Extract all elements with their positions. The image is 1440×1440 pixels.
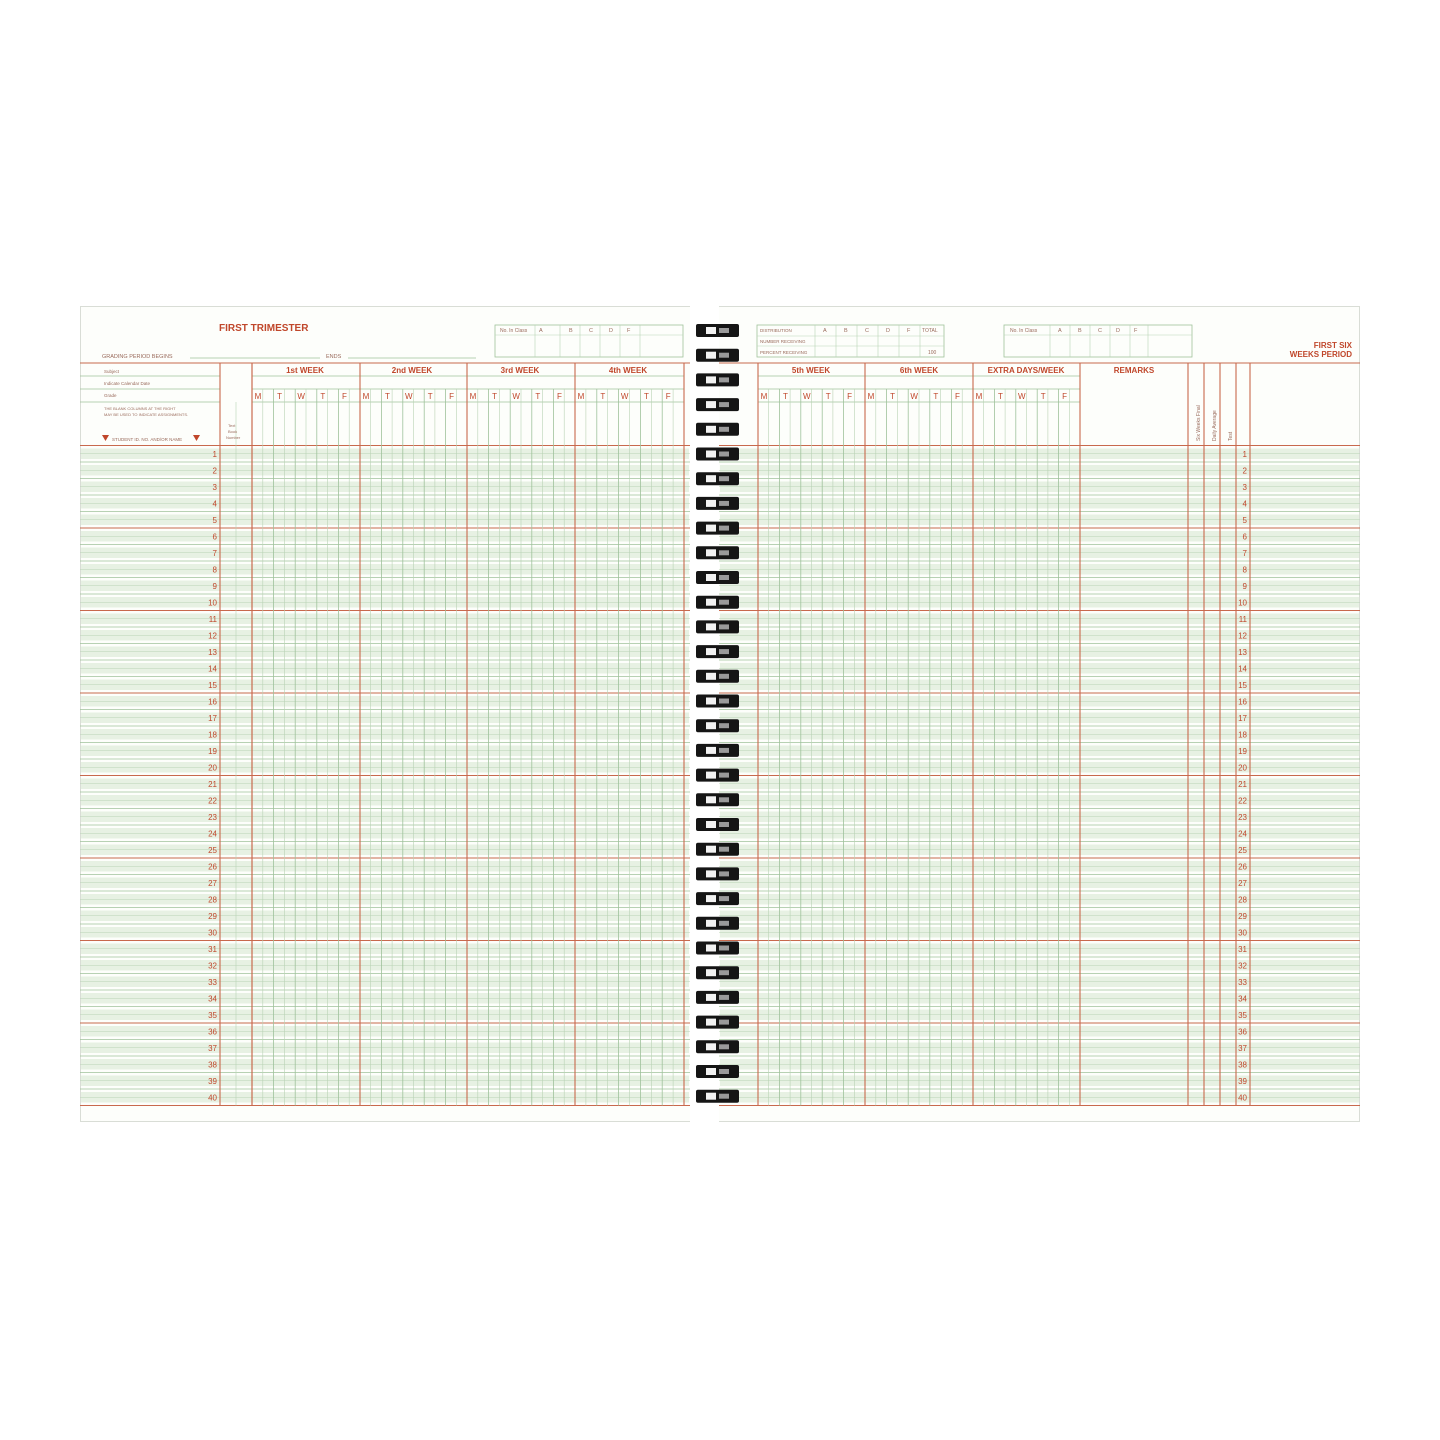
coil-highlight (706, 945, 716, 952)
row-number-left: 21 (208, 779, 217, 789)
coil-highlight (706, 376, 716, 383)
coil-shape (696, 620, 739, 633)
coil-shape (696, 867, 739, 880)
dist-grade-f: F (907, 328, 911, 334)
spiral-coil (696, 942, 739, 955)
left-week-1-day-1: M (254, 392, 262, 401)
spiral-coil (696, 1090, 739, 1103)
coil-highlight (719, 674, 729, 679)
row-number-right: 36 (1238, 1027, 1247, 1037)
right-week-2-day-3: W (910, 392, 918, 401)
week-3-header: 3rd WEEK (500, 366, 540, 375)
coil-highlight (706, 722, 716, 729)
coil-shape (696, 596, 739, 609)
class-grade-b-left: B (569, 328, 573, 334)
left-week-2-day-1: M (362, 392, 370, 401)
left-week-1-day-4: T (320, 392, 326, 401)
period-title-line-1: FIRST SIX (1313, 341, 1352, 350)
gradebook-spread (80, 306, 1360, 1122)
student-column-label: STUDENT ID. NO. AND/OR NAME (112, 437, 183, 442)
row-number-left: 14 (208, 664, 217, 674)
coil-shape (696, 1090, 739, 1103)
coil-highlight (719, 921, 729, 926)
class-grade-f-right: F (1134, 328, 1138, 334)
row-number-right: 15 (1238, 680, 1247, 690)
row-number-left: 28 (208, 895, 217, 905)
dist-grade-a: A (823, 328, 827, 334)
class-grade-a-right: A (1058, 328, 1062, 334)
coil-highlight (706, 574, 716, 581)
row-number-right: 34 (1238, 994, 1247, 1004)
row-number-left: 26 (208, 862, 217, 872)
coil-shape (696, 695, 739, 708)
coil-highlight (706, 549, 716, 556)
row-number-left: 39 (208, 1076, 217, 1086)
week-4-header: 4th WEEK (608, 366, 648, 375)
coil-highlight (719, 550, 729, 555)
spiral-coil (696, 991, 739, 1004)
spiral-coil (696, 966, 739, 979)
coil-highlight (706, 623, 716, 630)
dist-grade-b: B (844, 328, 848, 334)
spiral-coil (696, 793, 739, 806)
coil-highlight (706, 1068, 716, 1075)
coil-highlight (719, 427, 729, 432)
row-number-right: 16 (1238, 697, 1247, 707)
summary-col-average: Daily Average (1212, 410, 1218, 441)
right-week-3-day-1: M (975, 392, 983, 401)
row-number-right: 28 (1238, 895, 1247, 905)
spiral-coil (696, 497, 739, 510)
spiral-coil (696, 1016, 739, 1029)
coil-highlight (706, 870, 716, 877)
spiral-coil (696, 571, 739, 584)
left-week-2-day-2: T (384, 392, 390, 401)
row-number-left: 17 (208, 713, 217, 723)
right-week-1-day-3: W (803, 392, 811, 401)
spiral-coil (696, 818, 739, 831)
spiral-coil (696, 769, 739, 782)
spiral-coil (696, 843, 739, 856)
coil-shape (696, 670, 739, 683)
class-grade-d-left: D (609, 328, 613, 334)
week-6-header: 6th WEEK (899, 366, 939, 375)
spiral-coil (696, 892, 739, 905)
coil-highlight (706, 796, 716, 803)
row-number-left: 31 (208, 944, 217, 954)
row-number-left: 1 (212, 449, 217, 459)
row-number-left: 6 (212, 532, 217, 542)
coil-highlight (706, 895, 716, 902)
row-number-right: 10 (1238, 598, 1247, 608)
row-number-right: 11 (1238, 614, 1247, 624)
left-week-4-day-2: T (600, 392, 606, 401)
left-week-4-day-5: F (665, 392, 671, 401)
row-number-left: 2 (212, 466, 217, 476)
coil-highlight (706, 475, 716, 482)
coil-highlight (706, 821, 716, 828)
coil-highlight (719, 946, 729, 951)
row-number-left: 34 (208, 994, 217, 1004)
left-week-1-day-5: F (341, 392, 347, 401)
row-number-right: 32 (1238, 961, 1247, 971)
coil-highlight (719, 476, 729, 481)
coil-shape (696, 324, 739, 337)
class-box-label-right: No. In Class (1010, 328, 1038, 334)
row-number-left: 37 (208, 1043, 217, 1053)
row-number-left: 27 (208, 878, 217, 888)
row-number-right: 24 (1238, 829, 1247, 839)
coil-highlight (719, 377, 729, 382)
coil-highlight (719, 575, 729, 580)
coil-shape (696, 1040, 739, 1053)
coil-highlight (706, 747, 716, 754)
week-1-header: 1st WEEK (286, 366, 324, 375)
coil-highlight (706, 500, 716, 507)
calendar-label: Indicate Calendar Date (104, 381, 151, 386)
coil-highlight (706, 426, 716, 433)
spiral-coil (696, 670, 739, 683)
coil-highlight (719, 995, 729, 1000)
coil-highlight (706, 525, 716, 532)
row-number-right: 33 (1238, 977, 1247, 987)
coil-highlight (706, 920, 716, 927)
class-grade-a-left: A (539, 328, 543, 334)
coil-shape (696, 546, 739, 559)
row-number-right: 37 (1238, 1043, 1247, 1053)
coil-highlight (719, 402, 729, 407)
spiral-coil (696, 373, 739, 386)
coil-shape (696, 793, 739, 806)
coil-highlight (706, 846, 716, 853)
textbook-label-2: Book (228, 429, 238, 434)
row-number-right: 21 (1238, 779, 1247, 789)
row-number-left: 29 (208, 911, 217, 921)
right-week-1-day-2: T (782, 392, 788, 401)
coil-shape (696, 991, 739, 1004)
coil-highlight (719, 970, 729, 975)
extra-days-header: EXTRA DAYS/WEEK (987, 366, 1065, 375)
row-number-right: 7 (1242, 548, 1247, 558)
left-week-3-day-5: F (556, 392, 562, 401)
coil-highlight (719, 797, 729, 802)
trimester-title: FIRST TRIMESTER (219, 323, 309, 334)
textbook-label-1: Text (228, 423, 236, 428)
class-box-label-left: No. In Class (500, 328, 528, 334)
dist-grade-d: D (886, 328, 890, 334)
percent-receiving-label: PERCENT RECEIVING (760, 350, 808, 355)
coil-shape (696, 1065, 739, 1078)
coil-highlight (719, 1020, 729, 1025)
row-number-right: 12 (1238, 631, 1247, 641)
right-week-2-day-1: M (867, 392, 875, 401)
row-number-right: 30 (1238, 928, 1247, 938)
subject-label: Subject (104, 369, 120, 374)
left-week-3-day-4: T (535, 392, 541, 401)
row-number-right: 35 (1238, 1010, 1247, 1020)
coil-highlight (719, 600, 729, 605)
left-week-2-day-3: W (405, 392, 413, 401)
coil-highlight (719, 699, 729, 704)
coil-highlight (719, 452, 729, 457)
row-number-right: 25 (1238, 845, 1247, 855)
row-number-right: 40 (1238, 1093, 1247, 1103)
right-week-2-day-2: T (890, 392, 896, 401)
coil-shape (696, 917, 739, 930)
row-number-right: 3 (1242, 482, 1247, 492)
row-number-left: 7 (212, 548, 217, 558)
coil-highlight (706, 1093, 716, 1100)
coil-highlight (719, 1094, 729, 1099)
coil-shape (696, 349, 739, 362)
row-number-right: 23 (1238, 812, 1247, 822)
row-number-left: 15 (208, 680, 217, 690)
coil-shape (696, 744, 739, 757)
class-grade-d-right: D (1116, 328, 1120, 334)
coil-shape (696, 423, 739, 436)
week-2-header: 2nd WEEK (391, 366, 433, 375)
right-week-3-day-5: F (1062, 392, 1068, 401)
remarks-header: REMARKS (1113, 366, 1155, 375)
coil-highlight (719, 723, 729, 728)
period-title-line-2: WEEKS PERIOD (1289, 350, 1352, 359)
row-number-right: 1 (1242, 449, 1247, 459)
summary-col-test: Test (1228, 431, 1234, 441)
row-number-left: 10 (208, 598, 217, 608)
row-number-right: 20 (1238, 763, 1247, 773)
row-number-left: 23 (208, 812, 217, 822)
row-number-left: 13 (208, 647, 217, 657)
row-number-right: 4 (1242, 499, 1247, 509)
row-number-right: 39 (1238, 1076, 1247, 1086)
row-number-right: 26 (1238, 862, 1247, 872)
row-number-right: 17 (1238, 713, 1247, 723)
left-week-2-day-5: F (449, 392, 455, 401)
coil-shape (696, 818, 739, 831)
row-number-right: 14 (1238, 664, 1247, 674)
coil-highlight (719, 1069, 729, 1074)
class-grade-c-left: C (589, 328, 593, 334)
coil-highlight (719, 847, 729, 852)
spiral-coil (696, 695, 739, 708)
coil-shape (696, 1016, 739, 1029)
dist-percent-total: 100 (928, 350, 937, 356)
right-week-1-day-4: T (825, 392, 831, 401)
coil-shape (696, 571, 739, 584)
row-number-left: 16 (208, 697, 217, 707)
row-number-right: 22 (1238, 796, 1247, 806)
row-number-left: 35 (208, 1010, 217, 1020)
coil-shape (696, 472, 739, 485)
spiral-coil (696, 349, 739, 362)
coil-shape (696, 497, 739, 510)
left-week-2-day-4: T (427, 392, 433, 401)
right-week-2-day-5: F (954, 392, 960, 401)
coil-highlight (719, 353, 729, 358)
coil-highlight (719, 328, 729, 333)
row-number-left: 33 (208, 977, 217, 987)
left-week-4-day-4: T (643, 392, 649, 401)
row-number-left: 19 (208, 746, 217, 756)
spiral-coil (696, 645, 739, 658)
coil-highlight (706, 1019, 716, 1026)
right-week-1-day-1: M (760, 392, 768, 401)
spiral-coil (696, 546, 739, 559)
coil-highlight (706, 772, 716, 779)
left-week-1-day-3: W (297, 392, 305, 401)
coil-highlight (719, 871, 729, 876)
coil-highlight (719, 773, 729, 778)
row-number-left: 3 (212, 482, 217, 492)
row-number-left: 36 (208, 1027, 217, 1037)
spiral-coil (696, 398, 739, 411)
row-number-left: 18 (208, 730, 217, 740)
row-number-left: 25 (208, 845, 217, 855)
spiral-coil (696, 423, 739, 436)
coil-shape (696, 448, 739, 461)
coil-shape (696, 373, 739, 386)
coil-shape (696, 645, 739, 658)
right-week-3-day-3: W (1018, 392, 1026, 401)
dist-grade-c: C (865, 328, 869, 334)
grade-label: Grade (104, 393, 117, 398)
right-week-2-day-4: T (933, 392, 939, 401)
coil-highlight (719, 649, 729, 654)
coil-shape (696, 522, 739, 535)
row-number-right: 13 (1238, 647, 1247, 657)
coil-highlight (706, 648, 716, 655)
row-number-left: 22 (208, 796, 217, 806)
left-week-3-day-2: T (492, 392, 498, 401)
row-number-right: 9 (1242, 581, 1247, 591)
coil-highlight (706, 401, 716, 408)
coil-highlight (719, 896, 729, 901)
row-number-left: 32 (208, 961, 217, 971)
week-5-header: 5th WEEK (791, 366, 831, 375)
spiral-coil (696, 620, 739, 633)
row-number-left: 30 (208, 928, 217, 938)
summary-col-final: Six Weeks Final (1196, 405, 1202, 441)
row-number-left: 4 (212, 499, 217, 509)
spiral-coil (696, 448, 739, 461)
coil-shape (696, 769, 739, 782)
right-week-3-day-2: T (997, 392, 1003, 401)
row-number-right: 5 (1242, 515, 1247, 525)
blank-note-line-1: THE BLANK COLUMNS AT THE RIGHT (104, 406, 176, 411)
row-number-right: 18 (1238, 730, 1247, 740)
coil-highlight (706, 327, 716, 334)
row-number-left: 9 (212, 581, 217, 591)
class-grade-c-right: C (1098, 328, 1102, 334)
ends-label: ENDS (326, 354, 342, 360)
right-week-1-day-5: F (847, 392, 853, 401)
coil-highlight (706, 451, 716, 458)
right-week-3-day-4: T (1040, 392, 1046, 401)
spiral-coil (696, 596, 739, 609)
left-week-1-day-2: T (277, 392, 283, 401)
spiral-coil (696, 522, 739, 535)
row-number-left: 24 (208, 829, 217, 839)
spiral-coil (696, 917, 739, 930)
row-number-left: 11 (208, 614, 217, 624)
coil-highlight (719, 526, 729, 531)
textbook-label-3: Number (226, 435, 241, 440)
dist-total-label: TOTAL (922, 328, 938, 334)
row-number-right: 38 (1238, 1060, 1247, 1070)
class-grade-b-right: B (1078, 328, 1082, 334)
coil-highlight (706, 1043, 716, 1050)
coil-highlight (706, 673, 716, 680)
spiral-coil (696, 867, 739, 880)
row-number-right: 2 (1242, 466, 1247, 476)
left-week-3-day-1: M (469, 392, 477, 401)
coil-highlight (719, 624, 729, 629)
coil-highlight (706, 698, 716, 705)
row-number-left: 5 (212, 515, 217, 525)
coil-highlight (719, 748, 729, 753)
coil-shape (696, 843, 739, 856)
distribution-label: DISTRIBUTION (760, 328, 792, 333)
coil-highlight (706, 599, 716, 606)
row-number-left: 8 (212, 565, 217, 575)
row-number-right: 29 (1238, 911, 1247, 921)
coil-highlight (706, 994, 716, 1001)
row-number-left: 20 (208, 763, 217, 773)
row-number-right: 31 (1238, 944, 1247, 954)
left-week-4-day-3: W (620, 392, 629, 401)
row-number-right: 8 (1242, 565, 1247, 575)
row-number-right: 27 (1238, 878, 1247, 888)
row-number-left: 12 (208, 631, 217, 641)
coil-highlight (719, 1044, 729, 1049)
coil-shape (696, 966, 739, 979)
coil-highlight (706, 352, 716, 359)
spiral-coil (696, 719, 739, 732)
grading-begins-label: GRADING PERIOD BEGINS (102, 354, 173, 360)
coil-shape (696, 942, 739, 955)
left-week-3-day-3: W (512, 392, 520, 401)
spiral-coil (696, 1065, 739, 1078)
class-grade-f-left: F (627, 328, 631, 334)
spiral-coil (696, 1040, 739, 1053)
number-receiving-label: NUMBER RECEIVING (760, 339, 806, 344)
spiral-coil (696, 744, 739, 757)
coil-highlight (719, 822, 729, 827)
coil-highlight (706, 969, 716, 976)
blank-note-line-2: MAY BE USED TO INDICATE ASSIGNMENTS. (104, 412, 189, 417)
left-week-4-day-1: M (577, 392, 585, 401)
row-number-left: 38 (208, 1060, 217, 1070)
row-number-right: 6 (1242, 532, 1247, 542)
coil-shape (696, 892, 739, 905)
coil-highlight (719, 501, 729, 506)
spiral-coil (696, 472, 739, 485)
spiral-coil (696, 324, 739, 337)
row-number-right: 19 (1238, 746, 1247, 756)
coil-shape (696, 398, 739, 411)
coil-shape (696, 719, 739, 732)
row-number-left: 40 (208, 1093, 217, 1103)
